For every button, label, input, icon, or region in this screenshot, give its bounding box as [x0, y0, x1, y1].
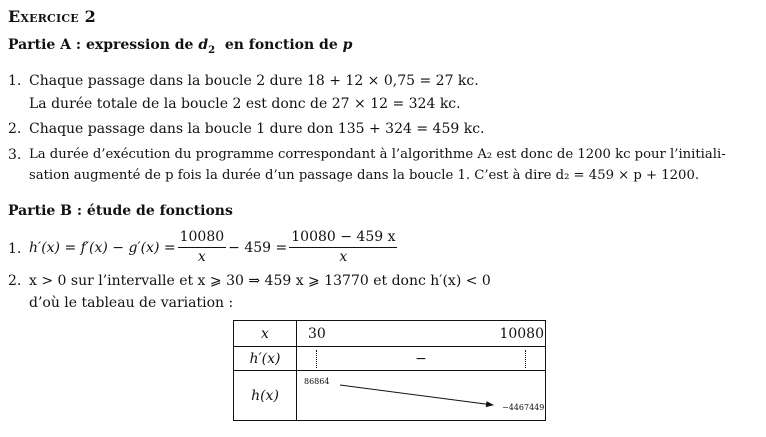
fraction-2: [289, 229, 397, 266]
derivative-middle: − 459 =: [228, 239, 288, 256]
derivative-lhs: h′(x) = f′(x) − g′(x) =: [29, 239, 176, 256]
row-label-x: x: [234, 321, 297, 347]
part-a-item1-number: 1.: [8, 73, 22, 89]
part-a-heading-prefix: Partie A : expression de: [8, 37, 194, 53]
decreasing-arrow: [297, 371, 547, 421]
row-label-function: h(x): [234, 371, 297, 421]
fraction-1-denominator: x: [197, 249, 206, 265]
part-b-item1-formula: [29, 229, 399, 266]
dotted-line-end: [525, 350, 526, 368]
variation-cell: [297, 371, 546, 421]
part-b-item2-number: 2.: [8, 273, 22, 289]
x-start-value: 30: [308, 326, 326, 342]
part-a-heading-mid: en fonction de: [224, 37, 338, 53]
part-a-item2-line1: Chaque passage dans la boucle 1 dure don 135 + 324 = 459 kc.: [29, 121, 485, 137]
part-a-heading-var: d: [198, 37, 209, 53]
row-label-derivative: h′(x): [234, 347, 297, 371]
fraction-1-numerator: 10080: [178, 229, 227, 248]
exercise-title: Exercice 2: [8, 7, 96, 26]
derivative-sign-cell: [297, 347, 546, 371]
variation-table: [233, 320, 546, 421]
fraction-2-numerator: 10080 − 459 x: [289, 229, 397, 248]
part-a-heading-sub: 2: [208, 44, 216, 56]
part-b-item2-line2: d’où le tableau de variation :: [29, 295, 234, 311]
part-a-item1-line2: La durée totale de la boucle 2 est donc de 27 × 12 = 324 kc.: [29, 96, 461, 112]
part-a-heading-var2: p: [342, 37, 353, 53]
part-a-item1-line1: Chaque passage dans la boucle 2 dure 18 + 12 × 0,75 = 27 kc.: [29, 73, 479, 89]
table-row-x: [234, 321, 546, 347]
h-start-value: 86864: [304, 377, 330, 386]
h-end-value: −4467449: [502, 403, 545, 412]
table-row-derivative: [234, 347, 546, 371]
x-end-value: 10080: [499, 326, 544, 342]
dotted-line-start: [316, 350, 317, 368]
part-b-item2-line1: x > 0 sur l’intervalle et x ⩾ 30 ⇒ 459 x ⩾ 13770 et donc h′(x) < 0: [29, 273, 491, 289]
table-row-function: [234, 371, 546, 421]
part-a-heading: [8, 37, 352, 56]
derivative-sign: −: [415, 350, 427, 367]
part-a-item3-line1: La durée d’exécution du programme correspondant à l’algorithme A₂ est donc de 1200 kc pour l’initiali-: [29, 147, 726, 162]
part-b-item1-number: 1.: [8, 241, 22, 257]
part-a-item3-number: 3.: [8, 147, 22, 163]
x-values-cell: [297, 321, 546, 347]
part-a-item3-line2: sation augmenté de p fois la durée d’un passage dans la boucle 1. C’est à dire d₂ = 459 × p + 1200.: [29, 168, 700, 183]
part-b-heading: Partie B : étude de fonctions: [8, 203, 233, 219]
part-a-item2-number: 2.: [8, 121, 22, 137]
fraction-1: [178, 229, 227, 266]
fraction-2-denominator: x: [339, 249, 348, 265]
